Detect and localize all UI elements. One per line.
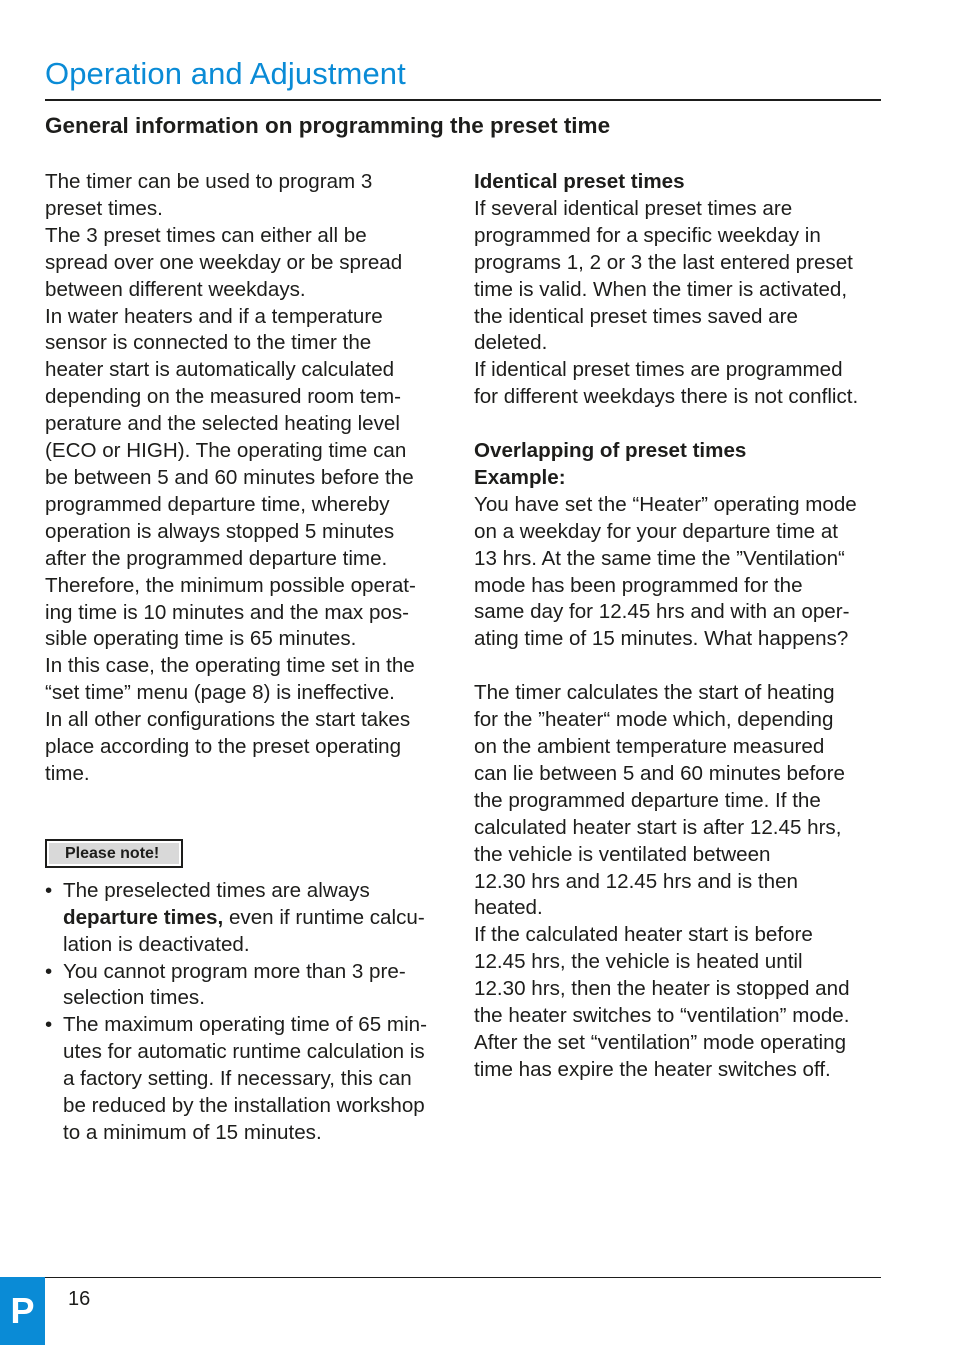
text-line: “set time” menu (page 8) is ineffective.	[45, 681, 395, 705]
text-line: preset times.	[45, 196, 163, 220]
text-line: sensor is connected to the timer the	[45, 331, 372, 355]
section-heading: General information on programming the preset time	[45, 113, 611, 138]
list-item	[45, 959, 457, 1013]
text-line: ing time is 10 minutes and the max pos-	[45, 600, 410, 624]
text-line: • The maximum operating time of 65 min-	[63, 1013, 427, 1037]
text-line: spread over one weekday or be spread	[45, 250, 403, 274]
text-line: In all other configurations the start takes	[45, 708, 411, 732]
text-line: after the programmed departure time.	[45, 546, 388, 570]
text-line: 12.30 hrs, then the heater is stopped and	[474, 977, 850, 1001]
text-line: a factory setting. If necessary, this can	[63, 1067, 412, 1091]
text-line: programmed departure time, whereby	[45, 492, 390, 516]
footer-divider	[45, 1277, 881, 1278]
text-line: programmed for a specific weekday in	[474, 223, 821, 247]
text-line: utes for automatic runtime calculation is	[63, 1040, 425, 1064]
left-column	[45, 169, 457, 1147]
text-line: on a weekday for your departure time at	[474, 519, 839, 543]
page-number: 16	[68, 1288, 91, 1310]
text-line: the identical preset times saved are	[474, 304, 798, 328]
text-line: time.	[45, 761, 90, 785]
text-line: (ECO or HIGH). The operating time can	[45, 439, 407, 463]
subsection-heading-overlap: Overlapping of preset times	[474, 439, 747, 463]
text-line: operation is always stopped 5 minutes	[45, 519, 395, 543]
text-line: on the ambient temperature measured	[474, 735, 825, 758]
text-line: • You cannot program more than 3 pre-	[63, 959, 406, 983]
text-line: can lie between 5 and 60 minutes before	[474, 761, 845, 785]
text-line: The 3 preset times can either all be	[45, 223, 367, 247]
text-line: selection times.	[63, 986, 205, 1010]
example-heading: Example:	[474, 465, 566, 489]
text-line: the heater switches to “ventilation” mode.	[474, 1004, 850, 1028]
text-line: deleted.	[474, 331, 548, 355]
list-item	[45, 1012, 457, 1147]
text-line: • The preselected times are always	[63, 878, 370, 902]
text-line: sible operating time is 65 minutes.	[45, 627, 357, 651]
text-line: time is valid. When the timer is activated,	[474, 277, 848, 301]
intro-paragraph	[45, 169, 457, 788]
emphasis-text: departure times,	[63, 905, 224, 929]
text-line: between different weekdays.	[45, 277, 306, 301]
text-line: After the set “ventilation” mode operating	[474, 1030, 847, 1054]
text-line: the vehicle is ventilated between	[474, 842, 771, 866]
text-line: same day for 12.45 hrs and with an oper-	[474, 600, 850, 624]
text-line: ating time of 15 minutes. What happens?	[474, 627, 849, 651]
language-tab: P	[0, 1277, 45, 1345]
text-line: programs 1, 2 or 3 the last entered preset	[474, 250, 853, 274]
text-line: The timer can be used to program 3	[45, 170, 373, 193]
text-line: lation is deactivated.	[63, 932, 250, 956]
list-item	[45, 878, 457, 959]
text-line: the programmed departure time. If the	[474, 788, 821, 812]
title-divider	[45, 99, 881, 101]
text-line: heater start is automatically calculated	[45, 358, 395, 382]
text-line: place according to the preset operating	[45, 735, 402, 759]
text-line: 13 hrs. At the same time the ”Ventilation“	[474, 546, 845, 570]
text-line: In this case, the operating time set in the	[45, 654, 415, 678]
text-line: time has expire the heater switches off.	[474, 1057, 831, 1081]
text-line: be between 5 and 60 minutes before the	[45, 465, 414, 489]
text-line: If the calculated heater start is before	[474, 923, 813, 947]
text-line: mode has been programmed for the	[474, 573, 803, 597]
text-line: heated.	[474, 896, 543, 920]
text-line: 12.45 hrs, the vehicle is heated until	[474, 950, 803, 974]
page-title: Operation and Adjustment	[45, 56, 406, 91]
text-line: for different weekdays there is not conflict.	[474, 385, 859, 409]
please-note-badge: Please note!	[45, 839, 183, 868]
text-span: even if runtime calcu-	[223, 905, 425, 929]
text-line: In water heaters and if a temperature	[45, 304, 383, 328]
text-line: to a minimum of 15 minutes.	[63, 1121, 322, 1144]
text-line: for the ”heater“ mode which, depending	[474, 708, 834, 732]
text-line: You have set the “Heater” operating mode	[474, 492, 857, 516]
note-bullet-list	[45, 878, 457, 1147]
text-line: perature and the selected heating level	[45, 412, 400, 436]
subsection-heading-identical: Identical preset times	[474, 170, 685, 193]
text-line: depending on the measured room tem-	[45, 385, 402, 409]
text-line: Therefore, the minimum possible operat-	[45, 573, 416, 597]
text-line: calculated heater start is after 12.45 hrs,	[474, 815, 842, 839]
text-line: be reduced by the installation workshop	[63, 1094, 425, 1118]
text-line: 12.30 hrs and 12.45 hrs and is then	[474, 869, 799, 893]
right-column	[474, 169, 894, 1084]
text-line: The timer calculates the start of heating	[474, 681, 835, 705]
text-line: If identical preset times are programmed	[474, 358, 843, 382]
text-line: If several identical preset times are	[474, 196, 793, 220]
text-line	[63, 905, 457, 932]
